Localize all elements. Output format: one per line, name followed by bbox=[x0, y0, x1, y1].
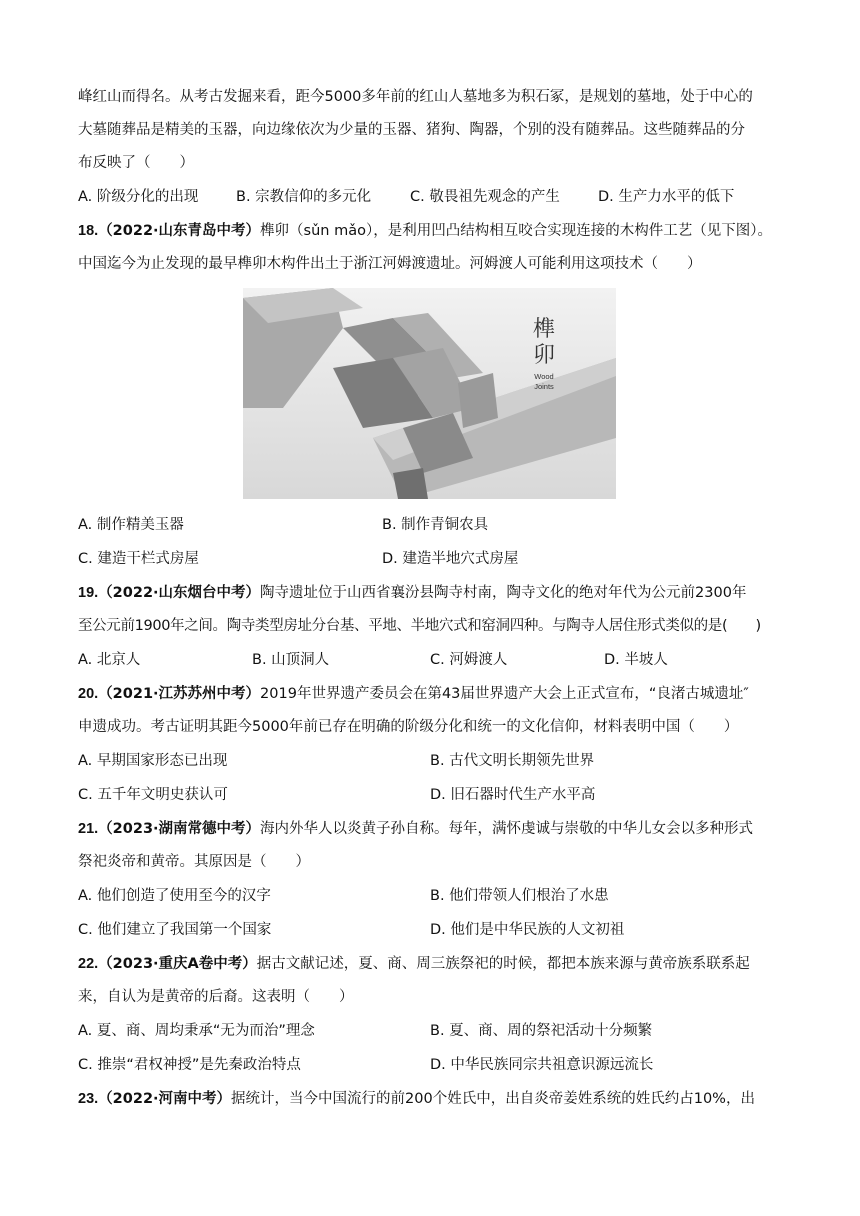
q22-option-a[interactable]: A. 夏、商、周均秉承“无为而治”理念 bbox=[78, 1023, 315, 1039]
q17-text-line-2: 大墓随葬品是精美的玉器，向边缘依次为少量的玉器、猪狗、陶器，个别的没有随葬品。这些随葬品的分 bbox=[78, 122, 745, 138]
q18-option-d[interactable]: D. 建造半地穴式房屋 bbox=[382, 551, 519, 567]
q20-option-d[interactable]: D. 旧石器时代生产水平高 bbox=[430, 787, 596, 803]
q20-number: 20. bbox=[78, 686, 99, 702]
q18-number: 18. bbox=[78, 223, 99, 239]
q19-text-line-2: 至公元前1900年之间。陶寺类型房址分台基、平地、半地穴式和窑洞四种。与陶寺人居住形式类似的是( ) bbox=[78, 618, 761, 634]
q21-stem: 海内外华人以炎黄子孙自称。每年，满怀虔诚与崇敬的中华儿女会以多种形式 bbox=[260, 821, 754, 837]
q23-source: （2022·河南中考） bbox=[98, 1091, 232, 1107]
q19-option-d[interactable]: D. 半坡人 bbox=[604, 652, 668, 668]
q23-number: 23. bbox=[78, 1091, 99, 1107]
q21-text-line-2: 祭祀炎帝和黄帝。其原因是（ ） bbox=[78, 854, 310, 870]
q22-option-b[interactable]: B. 夏、商、周的祭祀活动十分频繁 bbox=[430, 1023, 653, 1039]
q18-text-line-2: 中国迄今为止发现的最早榫卯木构件出土于浙江河姆渡遗址。河姆渡人可能利用这项技术（ ） bbox=[78, 256, 702, 272]
q17-option-d[interactable]: D. 生产力水平的低下 bbox=[598, 189, 735, 205]
q17-option-a[interactable]: A. 阶级分化的出现 bbox=[78, 189, 199, 205]
q20-options-row-2 bbox=[78, 784, 784, 806]
q18-options-row-1 bbox=[78, 514, 784, 536]
q22-text-line-1 bbox=[78, 953, 784, 975]
q19-option-c[interactable]: C. 河姆渡人 bbox=[430, 652, 508, 668]
q20-text-line-1 bbox=[78, 683, 784, 705]
q19-number: 19. bbox=[78, 585, 99, 601]
q20-option-a[interactable]: A. 早期国家形态已出现 bbox=[78, 753, 228, 769]
q18-stem: 榫卯（sǔn mǎo），是利用凹凸结构相互咬合实现连接的木构件工艺（见下图）。 bbox=[260, 223, 772, 239]
q17-option-b[interactable]: B. 宗教信仰的多元化 bbox=[236, 189, 372, 205]
q19-options bbox=[78, 649, 784, 671]
q19-source: （2022·山东烟台中考） bbox=[98, 585, 261, 601]
q18-source: （2022·山东青岛中考） bbox=[98, 223, 261, 239]
q18-option-a[interactable]: A. 制作精美玉器 bbox=[78, 517, 184, 533]
q17-text-line-3: 布反映了（ ） bbox=[78, 155, 194, 171]
q22-options-row-1 bbox=[78, 1020, 784, 1042]
q20-source: （2021·江苏苏州中考） bbox=[98, 686, 261, 702]
q21-option-b[interactable]: B. 他们带领人们根治了水患 bbox=[430, 888, 609, 904]
wood-joint-photo bbox=[243, 288, 616, 499]
q22-stem: 据古文献记述，夏、商、周三族祭祀的时候，都把本族来源与黄帝族系联系起 bbox=[256, 956, 750, 972]
q18-option-b[interactable]: B. 制作青铜农具 bbox=[382, 517, 489, 533]
q17-option-c[interactable]: C. 敬畏祖先观念的产生 bbox=[410, 189, 560, 205]
q23-stem: 据统计，当今中国流行的前200个姓氏中，出自炎帝姜姓系统的姓氏约占10%，出 bbox=[231, 1091, 755, 1107]
q22-options-row-2 bbox=[78, 1054, 784, 1076]
q21-option-d[interactable]: D. 他们是中华民族的人文初祖 bbox=[430, 922, 625, 938]
q18-option-c[interactable]: C. 建造干栏式房屋 bbox=[78, 551, 199, 567]
q20-option-c[interactable]: C. 五千年文明史获认可 bbox=[78, 787, 228, 803]
q21-source: （2023·湖南常德中考） bbox=[98, 821, 261, 837]
q21-options-row-2 bbox=[78, 919, 784, 941]
q23-text-line-1 bbox=[78, 1088, 784, 1110]
q18-options-row-2 bbox=[78, 548, 784, 570]
q22-option-d[interactable]: D. 中华民族同宗共祖意识源远流长 bbox=[430, 1057, 654, 1073]
q21-options-row-1 bbox=[78, 885, 784, 907]
figure-caption-en-2: Joints bbox=[534, 382, 554, 391]
q18-text-line-1 bbox=[78, 220, 784, 242]
q20-options-row-1 bbox=[78, 750, 784, 772]
figure-title-char-1: 榫 bbox=[532, 317, 555, 342]
q21-text-line-1 bbox=[78, 818, 784, 840]
q21-option-a[interactable]: A. 他们创造了使用至今的汉字 bbox=[78, 888, 271, 904]
figure-title-char-2: 卯 bbox=[532, 343, 555, 368]
q19-option-a[interactable]: A. 北京人 bbox=[78, 652, 141, 668]
q22-option-c[interactable]: C. 推崇“君权神授”是先秦政治特点 bbox=[78, 1057, 301, 1073]
wood-joint-illustration bbox=[243, 288, 616, 499]
q22-number: 22. bbox=[78, 956, 99, 972]
q22-text-line-2: 来，自认为是黄帝的后裔。这表明（ ） bbox=[78, 989, 354, 1005]
q22-source: （2023·重庆A卷中考） bbox=[98, 956, 257, 972]
q19-text-line-1 bbox=[78, 582, 784, 604]
figure-caption-en-1: Wood bbox=[534, 372, 554, 381]
q20-option-b[interactable]: B. 古代文明长期领先世界 bbox=[430, 753, 595, 769]
q20-stem: 2019年世界遗产委员会在第43届世界遗产大会上正式宣布，“良渚古城遗址″ bbox=[260, 686, 749, 702]
q19-option-b[interactable]: B. 山顶洞人 bbox=[252, 652, 330, 668]
q17-text-line-1: 峰红山而得名。从考古发掘来看，距今5000多年前的红山人墓地多为积石冢，是规划的墓地，处于中心的 bbox=[78, 89, 753, 105]
q17-options bbox=[78, 186, 784, 208]
q21-option-c[interactable]: C. 他们建立了我国第一个国家 bbox=[78, 922, 272, 938]
q20-text-line-2: 申遗成功。考古证明其距今5000年前已存在明确的阶级分化和统一的文化信仰，材料表明中国（ ） bbox=[78, 719, 739, 735]
q19-stem: 陶寺遗址位于山西省襄汾县陶寺村南，陶寺文化的绝对年代为公元前2300年 bbox=[260, 585, 747, 601]
q21-number: 21. bbox=[78, 821, 99, 837]
